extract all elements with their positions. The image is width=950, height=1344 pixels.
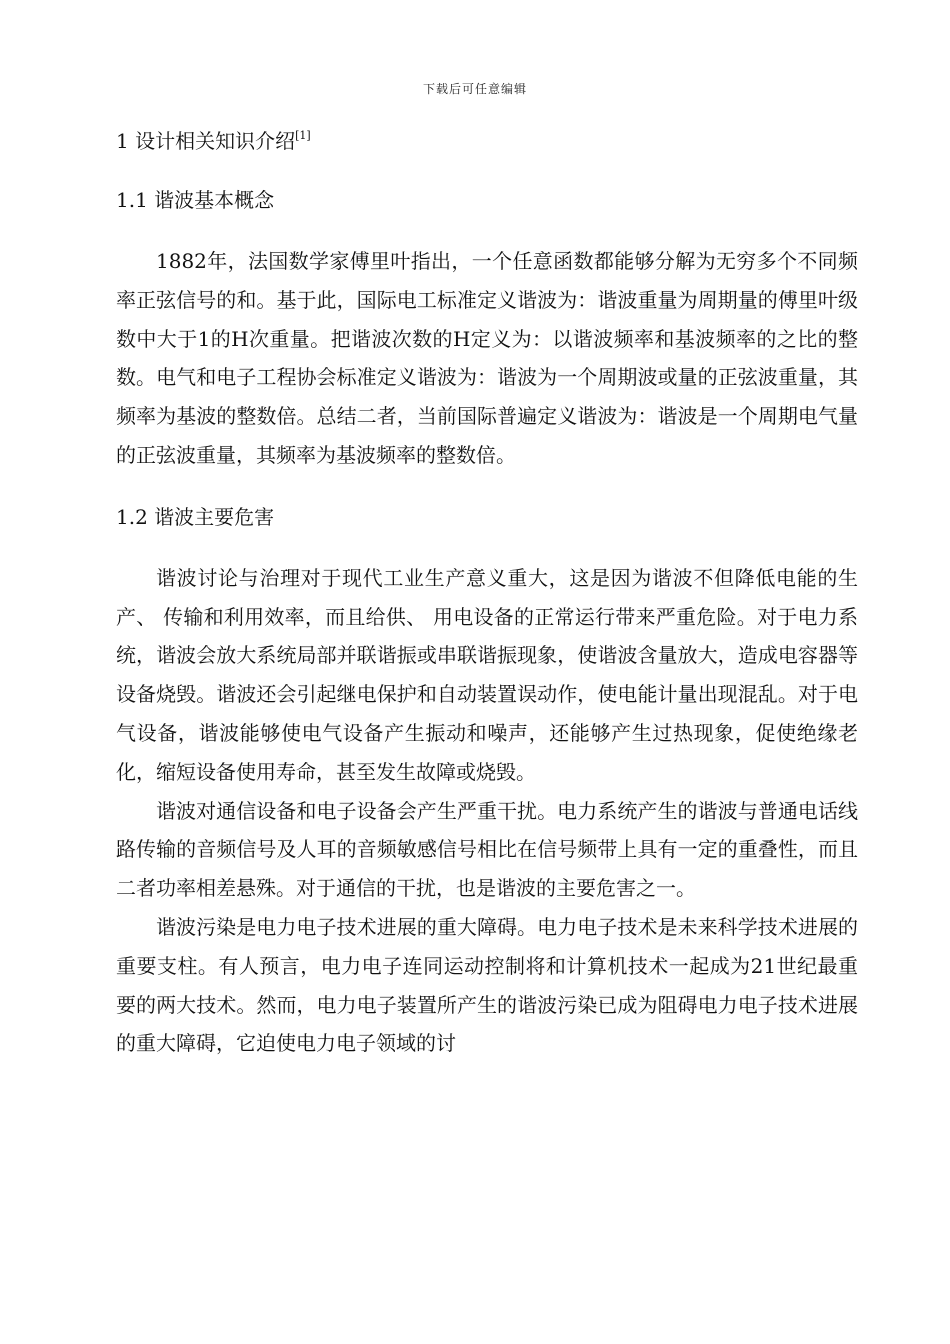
paragraph-harmonic-definition: 1882年，法国数学家傅里叶指出，一个任意函数都能够分解为无穷多个不同频率正弦信号的和。基于此，国际电工标准定义谐波为：谐波重量为周期量的傅里叶级数中大于1的H次重量。把谐波次数的H定义为：以谐波频率和基波频率的之比的整数。电气和电子工程协会标准定义谐波为：谐波为一个周期波或量的正弦波重量，其频率为基波的整数倍。总结二者，当前国际普遍定义谐波为：谐波是一个周期电气量的正弦波重量，其频率为基波频率的整数倍。	[116, 249, 858, 467]
paragraph-communication-interference: 谐波对通信设备和电子设备会产生严重干扰。电力系统产生的谐波与普通电话线路传输的音频信号及人耳的音频敏感信号相比在信号频带上具有一定的重叠性，而且二者功率相差悬殊。对于通信的干扰，也是谐波的主要危害之一。	[116, 798, 858, 901]
document-body	[116, 116, 858, 1063]
paragraph-harmonic-hazards: 谐波讨论与治理对于现代工业生产意义重大，这是因为谐波不但降低电能的生产、 传输和利用效率，而且给供、 用电设备的正常运行带来严重危险。对于电力系统，谐波会放大系统局部并联谐振或串联谐振现象，使谐波含量放大，造成电容器等设备烧毁。谐波还会引起继电保护和自动装置误动作，使电能计量出现混乱。对于电气设备，谐波能够使电气设备产生振动和噪声，还能够产生过热现象，促使绝缘老化，缩短设备使用寿命，甚至发生故障或烧毁。	[116, 565, 858, 784]
reference-marker: [1]	[295, 129, 311, 142]
section-heading-1	[116, 116, 858, 156]
paragraph-power-electronics-obstacle: 谐波污染是电力电子技术进展的重大障碍。电力电子技术是未来科学技术进展的重要支柱。有人预言，电力电子连同运动控制将和计算机技术一起成为21世纪最重要的两大技术。然而，电力电子装置所产生的谐波污染已成为阻碍电力电子技术进展的重大障碍，它迫使电力电子领域的讨	[116, 914, 858, 1056]
header-note: 下载后可任意编辑	[422, 82, 527, 96]
section-heading-1-1: 1.1 谐波基本概念	[116, 188, 275, 212]
section-heading-1-text: 1 设计相关知识介绍	[116, 129, 296, 153]
section-heading-1-2: 1.2 谐波主要危害	[116, 504, 275, 529]
